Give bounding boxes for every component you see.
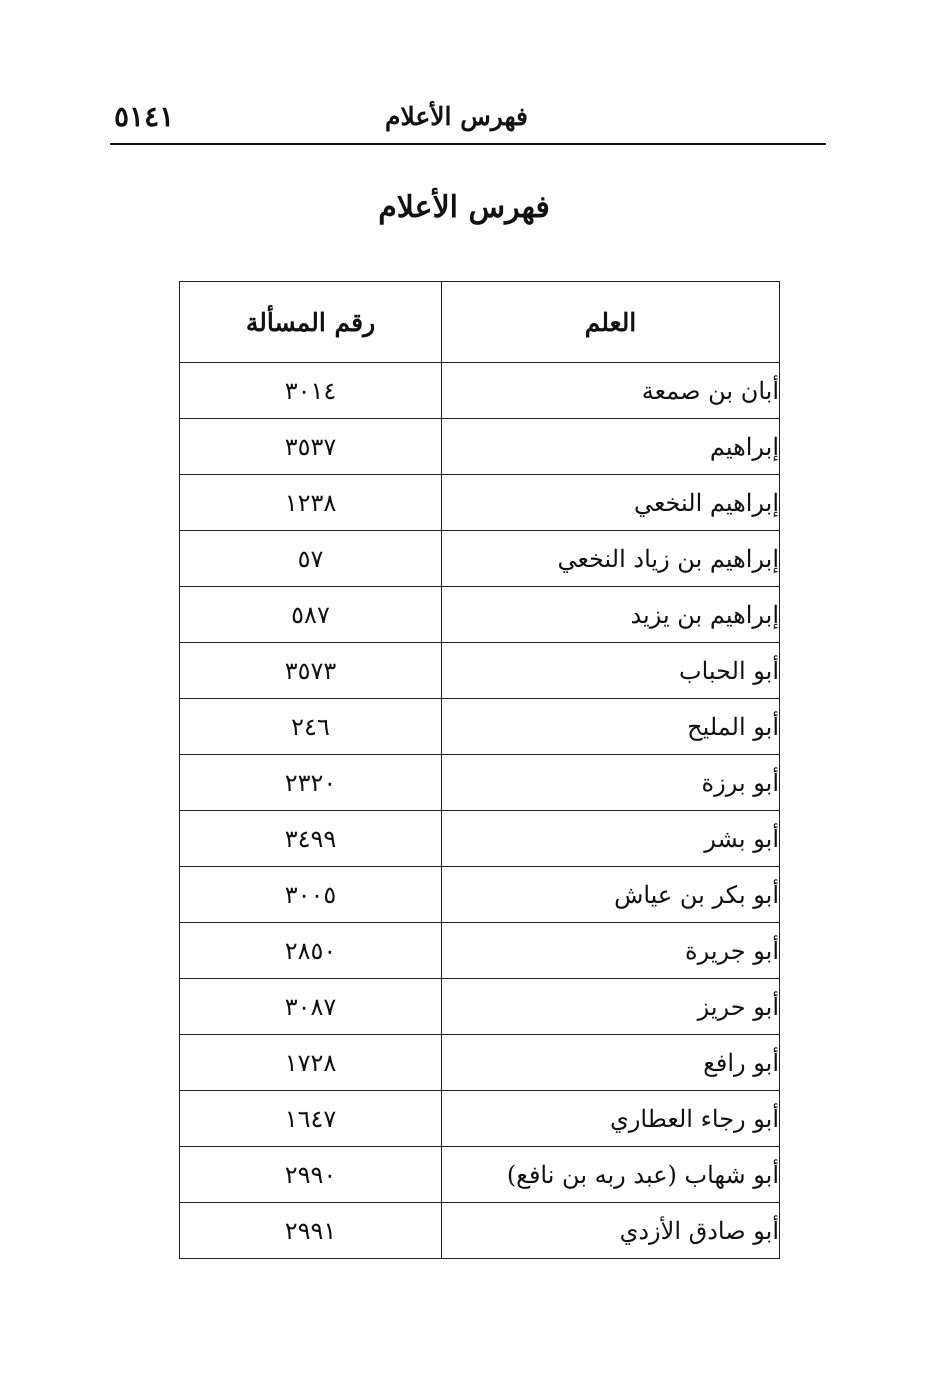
person-name-cell: أبو رافع bbox=[442, 1035, 780, 1091]
running-header-title: فهرس الأعلام bbox=[384, 102, 528, 131]
person-name-cell: إبراهيم النخعي bbox=[442, 475, 780, 531]
issue-number-cell: ٢٩٩٠ bbox=[180, 1147, 442, 1203]
index-table bbox=[179, 281, 780, 1259]
issue-number-cell: ٢٨٥٠ bbox=[180, 923, 442, 979]
table-row bbox=[180, 1203, 780, 1259]
person-name-cell: أبو المليح bbox=[442, 699, 780, 755]
issue-number-cell: ٣٥٣٧ bbox=[180, 419, 442, 475]
person-name-cell: أبو برزة bbox=[442, 755, 780, 811]
table-header-row bbox=[180, 282, 780, 363]
table-row bbox=[180, 811, 780, 867]
table-row bbox=[180, 867, 780, 923]
page-number: ٥١٤١ bbox=[114, 100, 175, 133]
table-row bbox=[180, 643, 780, 699]
table-row bbox=[180, 1147, 780, 1203]
person-name-cell: أبو جريرة bbox=[442, 923, 780, 979]
table-body bbox=[180, 363, 780, 1259]
person-name-cell: أبان بن صمعة bbox=[442, 363, 780, 419]
table-row bbox=[180, 923, 780, 979]
issue-number-cell: ٢٤٦ bbox=[180, 699, 442, 755]
table-row bbox=[180, 979, 780, 1035]
table-row bbox=[180, 1035, 780, 1091]
person-name-cell: أبو صادق الأزدي bbox=[442, 1203, 780, 1259]
person-name-cell: أبو حريز bbox=[442, 979, 780, 1035]
table-row bbox=[180, 363, 780, 419]
running-header bbox=[110, 100, 826, 142]
person-name-cell: إبراهيم بن يزيد bbox=[442, 587, 780, 643]
issue-number-cell: ٣٠٠٥ bbox=[180, 867, 442, 923]
issue-number-cell: ٥٨٧ bbox=[180, 587, 442, 643]
issue-number-cell: ١٧٢٨ bbox=[180, 1035, 442, 1091]
table-row bbox=[180, 1091, 780, 1147]
person-name-cell: أبو رجاء العطاري bbox=[442, 1091, 780, 1147]
issue-number-cell: ٢٩٩١ bbox=[180, 1203, 442, 1259]
table-row bbox=[180, 419, 780, 475]
person-name-cell: أبو الحباب bbox=[442, 643, 780, 699]
column-header-number: رقم المسألة bbox=[180, 282, 442, 363]
column-header-name: العلم bbox=[442, 282, 780, 363]
table-row bbox=[180, 699, 780, 755]
person-name-cell: إبراهيم بن زياد النخعي bbox=[442, 531, 780, 587]
page-title: فهرس الأعلام bbox=[378, 190, 550, 225]
header-divider bbox=[110, 143, 826, 145]
table-row bbox=[180, 587, 780, 643]
issue-number-cell: ١٦٤٧ bbox=[180, 1091, 442, 1147]
person-name-cell: أبو شهاب (عبد ربه بن نافع) bbox=[442, 1147, 780, 1203]
person-name-cell: أبو بشر bbox=[442, 811, 780, 867]
issue-number-cell: ٣٠١٤ bbox=[180, 363, 442, 419]
issue-number-cell: ٣٠٨٧ bbox=[180, 979, 442, 1035]
person-name-cell: أبو بكر بن عياش bbox=[442, 867, 780, 923]
issue-number-cell: ٣٥٧٣ bbox=[180, 643, 442, 699]
table-row bbox=[180, 475, 780, 531]
issue-number-cell: ١٢٣٨ bbox=[180, 475, 442, 531]
table-row bbox=[180, 531, 780, 587]
issue-number-cell: ٢٣٢٠ bbox=[180, 755, 442, 811]
table-row bbox=[180, 755, 780, 811]
person-name-cell: إبراهيم bbox=[442, 419, 780, 475]
issue-number-cell: ٣٤٩٩ bbox=[180, 811, 442, 867]
issue-number-cell: ٥٧ bbox=[180, 531, 442, 587]
